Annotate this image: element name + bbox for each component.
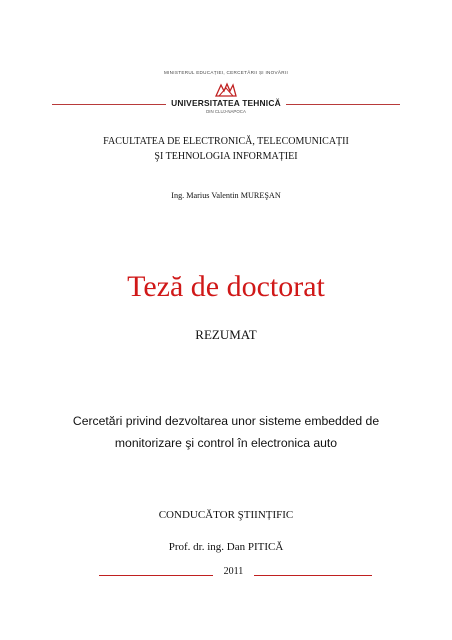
- supervisor-label: CONDUCĂTOR ŞTIINȚIFIC: [158, 509, 294, 521]
- year-divider-right: [254, 575, 372, 576]
- faculty-line-2: ŞI TEHNOLOGIA INFORMAȚIEI: [154, 151, 298, 162]
- thesis-title: Teză de doctorat: [127, 270, 325, 303]
- university-subtitle: DIN CLUJ-NAPOCA: [206, 109, 246, 114]
- faculty-line-1: FACULTATEA DE ELECTRONICĂ, TELECOMUNICAȚII: [103, 136, 349, 147]
- thesis-subtitle: REZUMAT: [195, 327, 257, 342]
- university-emblem-icon: [213, 80, 239, 100]
- year-divider-left: [99, 575, 213, 576]
- subject-line-2: monitorizare şi control în electronica auto: [114, 436, 338, 450]
- supervisor-name: Prof. dr. ing. Dan PITICĂ: [168, 541, 284, 553]
- ministry-label: MINISTERUL EDUCAȚIEI, CERCETĂRII ȘI INOVĂRII: [163, 70, 289, 75]
- university-name: UNIVERSITATEA TEHNICĂ: [166, 98, 286, 109]
- faculty-name: [0, 134, 452, 164]
- publication-year: 2011: [223, 566, 244, 577]
- thesis-subject: [0, 410, 452, 454]
- subject-line-1: Cercetări privind dezvoltarea unor sisteme embedded de: [72, 414, 380, 428]
- author-name: Ing. Marius Valentin MUREŞAN: [171, 191, 281, 200]
